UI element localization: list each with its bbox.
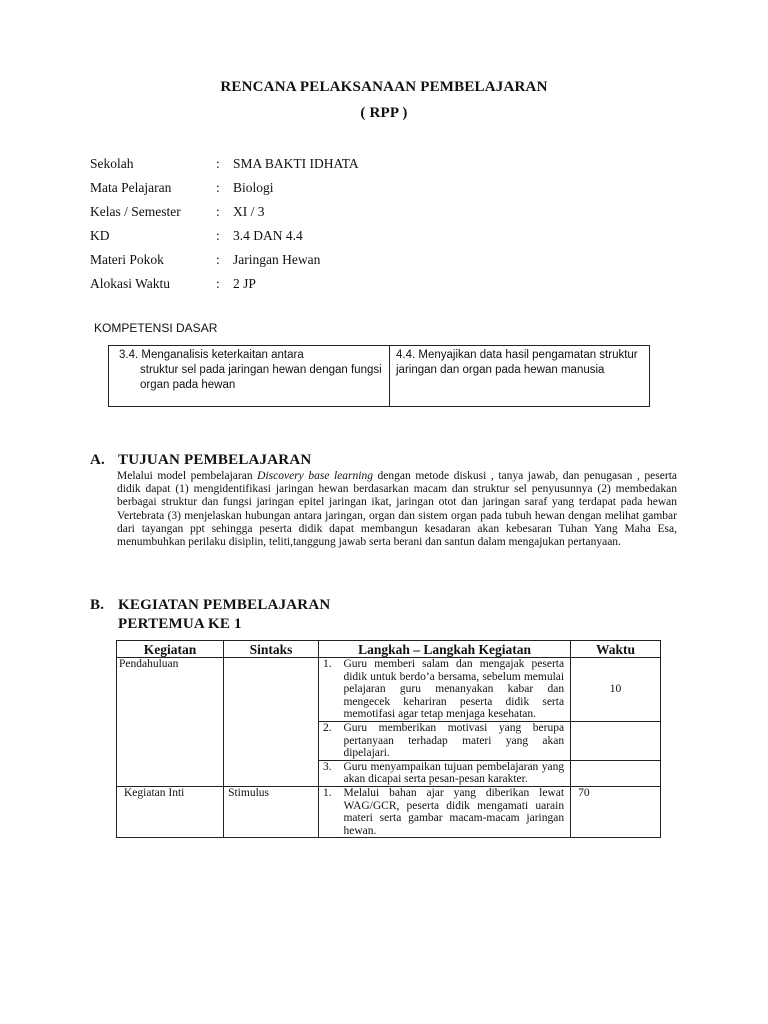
step-text: Guru memberi salam dan mengajak peserta didik untuk berdo’a bersama, sebelum memulai pelajaran guru menanyakan kabar dan mengecek kehariran peserta didik serta memotifasi agar tetap menjaga kesehatan. <box>343 658 570 722</box>
activity-table <box>116 640 661 838</box>
tujuan-text-rest: dengan metode diskusi , tanya jawab, dan penugasan , peserta didik dapat (1) mengidentifikasi jaringan hewan berdasarkan macam dan struktur sel penyusunnya (2) membedakan berbagai struktur dan fungsi jaringan epitel jaringan ikat, jaringan otot dan jaringan saraf yang terdapat pada hewan Vertebrata (3) menjelaskan hubungan antara jaringan, organ dan sistem organ pada tubuh hewan dengan melihat gambar dari tayangan ppt sehingga peserta didik dapat membangun kesadaran akan kebesaran Tuhan Yang Maha Esa, menumbuhkan perilaku disiplin, teliti,tanggung jawab serta berani dan santun dalam mengajukan pertanyaan. <box>117 470 677 549</box>
identity-row-kd <box>90 224 490 248</box>
header-kegiatan: Kegiatan <box>117 641 224 658</box>
sintaks-cell: Stimulus <box>224 786 319 837</box>
step-number: 1. <box>319 658 344 722</box>
section-letter: A. <box>90 452 105 468</box>
identity-row-materi-pokok <box>90 248 490 272</box>
meeting-label: PERTEMUA KE 1 <box>118 616 242 632</box>
document-title: RENCANA PELAKSANAAN PEMBELAJARAN <box>220 79 548 95</box>
table-row <box>117 786 661 837</box>
identity-value: Jaringan Hewan <box>233 252 321 267</box>
step-text: Guru memberikan motivasi yang berupa pertanyaan terhadap materi yang akan dipelajari. <box>343 721 570 760</box>
identity-colon: : <box>216 276 220 291</box>
section-a-heading <box>90 452 311 469</box>
tujuan-model-name: Discovery base learning <box>257 470 373 482</box>
identity-colon: : <box>216 252 220 267</box>
identity-value: XI / 3 <box>233 204 265 219</box>
identity-row-mata-pelajaran <box>90 176 490 200</box>
section-letter: B. <box>90 597 105 613</box>
identity-row-sekolah <box>90 152 490 176</box>
kd-cell-4-4: 4.4. Menyajikan data hasil pengamatan struktur jaringan dan organ pada hewan manusia <box>390 346 650 407</box>
step-number: 2. <box>319 721 344 760</box>
identity-colon: : <box>216 180 220 195</box>
identity-colon: : <box>216 204 220 219</box>
kd-3-4-line1: 3.4. Menganalisis keterkaitan antara <box>119 349 304 361</box>
header-waktu: Waktu <box>571 641 661 658</box>
identity-row-alokasi-waktu <box>90 272 490 296</box>
kegiatan-cell: Kegiatan Inti <box>117 786 224 837</box>
identity-value: Biologi <box>233 180 274 195</box>
identity-label: Sekolah <box>90 156 134 171</box>
identity-colon: : <box>216 228 220 243</box>
step-number: 1. <box>319 786 344 837</box>
section-title: TUJUAN PEMBELAJARAN <box>118 452 312 468</box>
identity-colon: : <box>216 156 220 171</box>
waktu-cell: 70 <box>571 786 661 837</box>
kd-cell-3-4 <box>109 346 390 407</box>
kompetensi-dasar-label: KOMPETENSI DASAR <box>94 321 218 335</box>
header-sintaks: Sintaks <box>224 641 319 658</box>
kegiatan-cell: Pendahuluan <box>117 658 224 787</box>
section-b-heading <box>90 596 330 634</box>
identity-value: 2 JP <box>233 276 256 291</box>
identity-label: Materi Pokok <box>90 252 164 267</box>
identity-table <box>90 152 490 296</box>
document-subtitle: ( RPP ) <box>360 105 408 121</box>
waktu-cell-empty <box>571 760 661 786</box>
step-number: 3. <box>319 760 344 786</box>
tujuan-paragraph <box>117 470 677 549</box>
sintaks-cell <box>224 658 319 787</box>
waktu-cell: 10 <box>571 658 661 722</box>
kompetensi-dasar-table <box>108 345 650 407</box>
identity-label: Mata Pelajaran <box>90 180 172 195</box>
identity-value: SMA BAKTI IDHATA <box>233 156 359 171</box>
identity-label: Kelas / Semester <box>90 204 181 219</box>
identity-label: KD <box>90 228 110 243</box>
step-text: Guru menyampaikan tujuan pembelajaran yang akan dicapai serta pesan-pesan karakter. <box>343 760 570 786</box>
activity-header-row <box>117 641 661 658</box>
kd-3-4-rest: struktur sel pada jaringan hewan dengan fungsi organ pada hewan <box>140 364 382 391</box>
header-langkah: Langkah – Langkah Kegiatan <box>319 641 571 658</box>
tujuan-text-start: Melalui model pembelajaran <box>117 470 258 482</box>
identity-row-kelas-semester <box>90 200 490 224</box>
table-row <box>117 658 661 722</box>
identity-label: Alokasi Waktu <box>90 276 171 291</box>
step-text: Melalui bahan ajar yang diberikan lewat WAG/GCR, peserta didik mengamati uarain materi serta gambar macam-macam jaringan hewan. <box>343 786 570 837</box>
identity-value: 3.4 DAN 4.4 <box>233 228 303 243</box>
waktu-cell-empty <box>571 721 661 760</box>
section-title: KEGIATAN PEMBELAJARAN <box>118 597 331 613</box>
